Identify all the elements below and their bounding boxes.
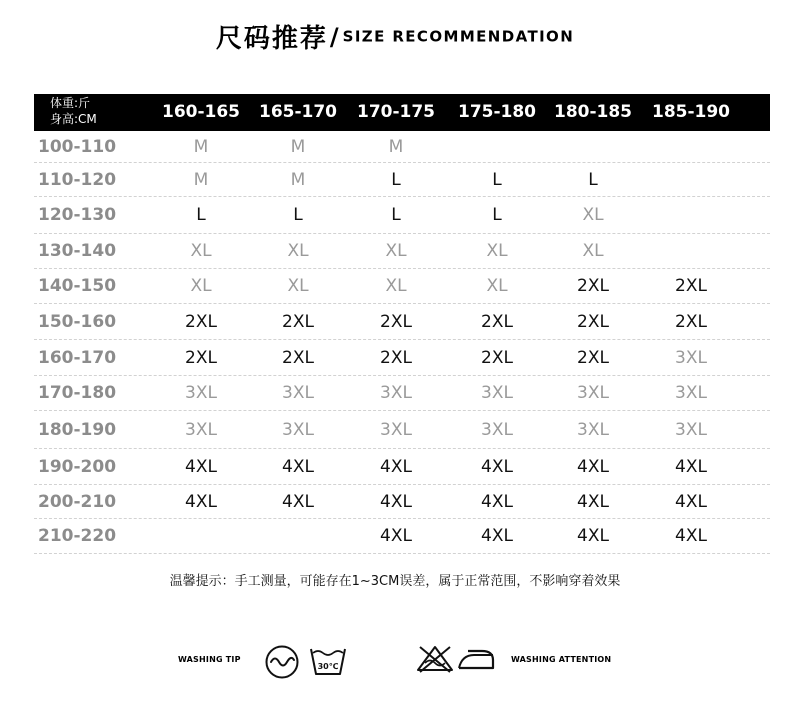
- size-cell: 4XL: [577, 491, 609, 512]
- size-cell: [641, 163, 741, 196]
- size-cell: 4XL: [481, 491, 513, 512]
- size-cell: [151, 519, 251, 553]
- size-cell: XL: [385, 276, 407, 296]
- size-cell: [641, 131, 741, 162]
- size-cell: XL: [287, 276, 309, 296]
- size-cell: 2XL: [675, 311, 707, 332]
- size-cell: 2XL: [675, 276, 707, 296]
- size-cell: 3XL: [185, 419, 217, 440]
- size-cell: XL: [582, 241, 604, 261]
- size-cell: 3XL: [282, 383, 314, 403]
- size-cell: L: [196, 205, 206, 225]
- size-cell: M: [388, 136, 404, 157]
- size-cell: 4XL: [380, 456, 412, 477]
- column-header: 165-170: [258, 102, 338, 122]
- size-cell: L: [492, 205, 502, 225]
- size-cell: XL: [287, 241, 309, 261]
- table-header: [34, 94, 770, 131]
- table-row: [34, 163, 770, 197]
- title-zh: 尺码推荐: [215, 24, 328, 54]
- column-header: 180-185: [553, 102, 633, 122]
- column-header: 160-165: [161, 102, 241, 122]
- size-cell: XL: [486, 241, 508, 261]
- washing-tip-label: WASHING TIP: [178, 655, 241, 664]
- size-cell: 3XL: [577, 419, 609, 440]
- weight-unit-label: 体重:斤: [50, 96, 91, 110]
- title-slash: /: [329, 22, 339, 51]
- size-cell: 4XL: [282, 491, 314, 512]
- table-corner-label: [50, 95, 97, 127]
- size-cell: 4XL: [380, 526, 412, 546]
- page-title: [0, 18, 790, 55]
- size-cell: L: [293, 205, 303, 225]
- size-cell: L: [391, 205, 401, 225]
- size-cell: 4XL: [577, 456, 609, 477]
- row-weight-label: 180-190: [38, 419, 117, 440]
- size-cell: 2XL: [481, 311, 513, 332]
- size-cell: 4XL: [481, 526, 513, 546]
- height-unit-label: 身高:CM: [50, 112, 97, 126]
- size-cell: [248, 519, 348, 553]
- size-cell: 2XL: [185, 311, 217, 332]
- table-row: [34, 485, 770, 519]
- table-row: [34, 449, 770, 485]
- size-cell: 3XL: [675, 347, 707, 368]
- size-cell: 3XL: [282, 419, 314, 440]
- size-cell: [641, 197, 741, 233]
- row-weight-label: 140-150: [38, 276, 117, 296]
- no-bleach-icon: [416, 645, 454, 673]
- table-row: [34, 269, 770, 304]
- size-cell: XL: [190, 276, 212, 296]
- size-cell: 3XL: [675, 419, 707, 440]
- gentle-wash-icon: [264, 644, 300, 680]
- measurement-note: 温馨提示：手工测量，可能存在1~3CM误差，属于正常范围，不影响穿着效果: [169, 574, 621, 589]
- row-weight-label: 190-200: [38, 456, 117, 477]
- table-row: [34, 519, 770, 554]
- size-cell: M: [193, 169, 209, 190]
- size-cell: 4XL: [577, 526, 609, 546]
- size-cell: M: [290, 136, 306, 157]
- size-cell: 2XL: [481, 347, 513, 368]
- title-en: SIZE RECOMMENDATION: [342, 27, 575, 46]
- table-row: [34, 197, 770, 234]
- size-cell: 2XL: [282, 347, 314, 368]
- size-cell: L: [588, 169, 598, 190]
- size-cell: 3XL: [185, 383, 217, 403]
- size-cell: XL: [190, 241, 212, 261]
- row-weight-label: 150-160: [38, 311, 117, 332]
- row-weight-label: 160-170: [38, 347, 117, 368]
- size-cell: 4XL: [282, 456, 314, 477]
- size-cell: 4XL: [675, 526, 707, 546]
- row-weight-label: 170-180: [38, 383, 117, 403]
- table-row: [34, 411, 770, 449]
- size-cell: XL: [385, 241, 407, 261]
- size-cell: L: [492, 169, 502, 190]
- size-cell: M: [193, 136, 209, 157]
- row-weight-label: 100-110: [38, 136, 117, 157]
- row-weight-label: 130-140: [38, 241, 117, 261]
- size-cell: 4XL: [380, 491, 412, 512]
- table-row: [34, 340, 770, 376]
- washing-attention-label: WASHING ATTENTION: [511, 655, 612, 664]
- column-header: 170-175: [356, 102, 436, 122]
- size-cell: 3XL: [380, 419, 412, 440]
- size-cell: [447, 131, 547, 162]
- size-cell: 4XL: [675, 491, 707, 512]
- size-cell: 2XL: [282, 311, 314, 332]
- size-cell: 2XL: [185, 347, 217, 368]
- size-cell: [641, 234, 741, 268]
- row-weight-label: 120-130: [38, 205, 117, 225]
- wash-30c-icon: [309, 645, 347, 677]
- size-cell: L: [391, 169, 401, 190]
- size-cell: [543, 131, 643, 162]
- size-cell: 4XL: [675, 456, 707, 477]
- table-row: [34, 304, 770, 340]
- column-header: 175-180: [457, 102, 537, 122]
- wash-temp-text: 30℃: [317, 662, 339, 671]
- size-cell: 3XL: [380, 383, 412, 403]
- size-cell: 3XL: [675, 383, 707, 403]
- size-cell: XL: [582, 205, 604, 225]
- size-cell: 2XL: [577, 311, 609, 332]
- size-cell: M: [290, 169, 306, 190]
- size-cell: 2XL: [577, 276, 609, 296]
- size-cell: 3XL: [481, 419, 513, 440]
- size-cell: 2XL: [380, 347, 412, 368]
- row-weight-label: 210-220: [38, 526, 117, 546]
- table-row: [34, 376, 770, 411]
- size-cell: 3XL: [577, 383, 609, 403]
- size-cell: 4XL: [185, 456, 217, 477]
- table-body: [34, 131, 770, 554]
- table-row: [34, 131, 770, 163]
- size-table: [34, 94, 770, 554]
- size-cell: 3XL: [481, 383, 513, 403]
- size-cell: 4XL: [481, 456, 513, 477]
- table-row: [34, 234, 770, 269]
- iron-icon: [456, 646, 496, 672]
- row-weight-label: 110-120: [38, 169, 117, 190]
- size-cell: XL: [486, 276, 508, 296]
- column-header: 185-190: [651, 102, 731, 122]
- size-cell: 4XL: [185, 491, 217, 512]
- size-cell: 2XL: [577, 347, 609, 368]
- row-weight-label: 200-210: [38, 491, 117, 512]
- size-cell: 2XL: [380, 311, 412, 332]
